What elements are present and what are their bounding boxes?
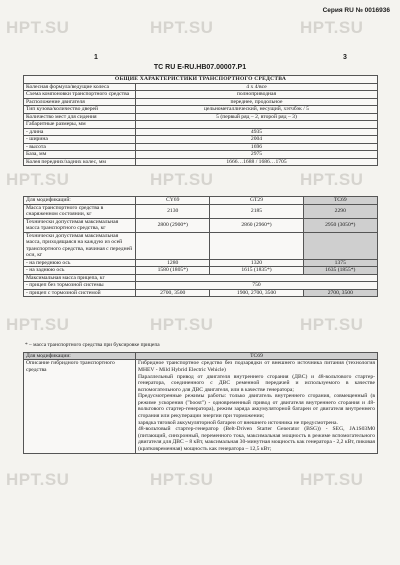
rear-axle-label: - на заднюю ось	[24, 267, 136, 275]
trailer-mass-label: Максимальная масса прицепа, кг	[24, 274, 136, 282]
cell: 1900, 2700, 3500	[210, 289, 303, 297]
watermark: HPT.SU	[150, 18, 214, 37]
cell	[303, 232, 377, 259]
row-label: Количество мест для сидения	[24, 113, 136, 121]
paragraph: зарядка тяговой аккумуляторной батареи от внешнего источника не предусмотрена.	[138, 419, 338, 426]
paragraph: Предусмотренные режимы работы: только двигатель внутреннего сгорания, совмещенный (в режиме ускорения ("boost") - одновременный привод от двигателя внутреннего сгорания и 48-вольтового стартер-генератора), режим заряда аккумуляторной батареи от двигателя внутреннего сгорания или рекуперации энергии при торможении;	[138, 393, 375, 419]
max-mass-label: Технически допустимая максимальная масса транспортного средства, кг	[24, 218, 136, 232]
mod-tc69: TC69	[136, 353, 378, 360]
cell: 2130	[136, 204, 210, 218]
watermark: HPT.SU	[6, 470, 70, 489]
hybrid-description-label: Описание гибридного транспортного средства	[24, 360, 136, 453]
watermark: HPT.SU	[300, 18, 364, 37]
watermark: HPT.SU	[150, 315, 214, 334]
row-value: 1696	[136, 143, 378, 151]
section-title: ОБЩИЕ ХАРАКТЕРИСТИКИ ТРАНСПОРТНОГО СРЕДСТВА	[24, 76, 378, 84]
axle-mass-label: Технически допустимая максимальная масса, приходящаяся на каждую из осей транспортного средства, начиная с передней оси, кг	[24, 232, 136, 259]
unbraked-trailer-label: - прицеп без тормозной системы	[24, 282, 136, 290]
row-label: Колея передних/задних колес, мм	[24, 158, 136, 166]
cell	[136, 232, 210, 259]
modification-header-label: Для модификаций:	[24, 197, 136, 205]
watermark: HPT.SU	[6, 170, 70, 189]
paragraph: Гибридное транспортное средство без подзарядки от внешнего источника питания (технология MHEV - Mild Hybrid Electric Vehicle)	[138, 360, 375, 373]
watermark: HPT.SU	[300, 170, 364, 189]
front-axle-label: - на переднюю ось	[24, 259, 136, 267]
row-value: 2004	[136, 136, 378, 144]
document-number: TC RU E-RU.HB07.00007.P1	[153, 64, 247, 71]
cell: 1580 (1805*)	[136, 267, 210, 275]
watermark: HPT.SU	[6, 18, 70, 37]
row-value: 4935	[136, 128, 378, 136]
watermark: HPT.SU	[150, 470, 214, 489]
mod-cy69: CY69	[136, 197, 210, 205]
row-value: 4 х 4/все	[136, 83, 378, 91]
row-value: переднее, продольное	[136, 98, 378, 106]
cell: 1280	[136, 259, 210, 267]
cell	[136, 274, 378, 282]
watermark: HPT.SU	[150, 170, 214, 189]
cell: 1375	[303, 259, 377, 267]
curb-mass-label: Масса транспортного средства в снаряженном состоянии, кг	[24, 204, 136, 218]
cell: 2290	[303, 204, 377, 218]
cell: 2185	[210, 204, 303, 218]
mod-gt29: GT29	[210, 197, 303, 205]
hybrid-description-table	[23, 352, 378, 454]
cell: 1615 (1835*)	[210, 267, 303, 275]
cell: 750	[136, 282, 378, 290]
cell: 1320	[210, 259, 303, 267]
row-value: 5 (первый ряд – 2, второй ряд – 3)	[136, 113, 378, 121]
row-label: Тип кузова/количество дверей	[24, 106, 136, 114]
page-number-right: 3	[343, 54, 347, 61]
general-characteristics-table	[23, 75, 378, 166]
row-label: - ширина	[24, 136, 136, 144]
cell: 1635 (1855*)	[303, 267, 377, 275]
cell: 2950 (3050*)	[303, 218, 377, 232]
row-label: - высота	[24, 143, 136, 151]
paragraph: Параллельный привод от двигателя внутреннего сгорания (ДВС) и 48-вольтового стартер-генератора, соединенного с ДВС ременной передачей и используемого в качестве вспомогательного для ДВС двигателя, или в качестве генератора;	[138, 373, 375, 393]
serial-number: Серия RU № 0016936	[322, 7, 390, 14]
watermark: HPT.SU	[300, 470, 364, 489]
mod-tc69: TC69	[303, 197, 377, 205]
footnote: * – масса транспортного средства при буксировке прицепа	[25, 342, 160, 348]
mass-table	[23, 196, 378, 297]
hybrid-description-text	[136, 360, 378, 453]
page-number-left: 1	[94, 54, 98, 61]
paragraph: 48-вольтовый стартер-генератор (Belt-Driven Starter Generator (BSG)) - SEG, JA1S03M0 (питающий, синхронный, переменного тока, максимальная мощность в режиме вспомогательного двигателя для ДВС – 8 кВт, максимальная 30-минутная мощность как генератора - 2,2 кВт, пиковая (кратковременная) мощность как генератора – 12,5 кВт;	[138, 426, 375, 452]
cell: 2860 (2960*)	[210, 218, 303, 232]
row-label: База, мм	[24, 151, 136, 159]
row-value: 1666…1688 / 1686…1705	[136, 158, 378, 166]
cell: 2700, 3500	[136, 289, 210, 297]
watermark: HPT.SU	[300, 315, 364, 334]
row-label: Расположение двигателя	[24, 98, 136, 106]
braked-trailer-label: - прицеп с тормозной системой	[24, 289, 136, 297]
row-value: 2975	[136, 151, 378, 159]
row-value	[136, 121, 378, 129]
cell: 2800 (2900*)	[136, 218, 210, 232]
row-value: полноприводная	[136, 91, 378, 99]
row-label: Колесная формула/ведущие колеса	[24, 83, 136, 91]
watermark: HPT.SU	[6, 315, 70, 334]
cell: 2700, 3500	[303, 289, 377, 297]
modification-header-label: Для модификации:	[24, 353, 136, 360]
cell	[210, 232, 303, 259]
row-label: Габаритные размеры, мм	[24, 121, 136, 129]
row-label: - длина	[24, 128, 136, 136]
row-label: Схема компоновки транспортного средства	[24, 91, 136, 99]
row-value: цельнометаллический, несущий, хэтчбэк / 5	[136, 106, 378, 114]
